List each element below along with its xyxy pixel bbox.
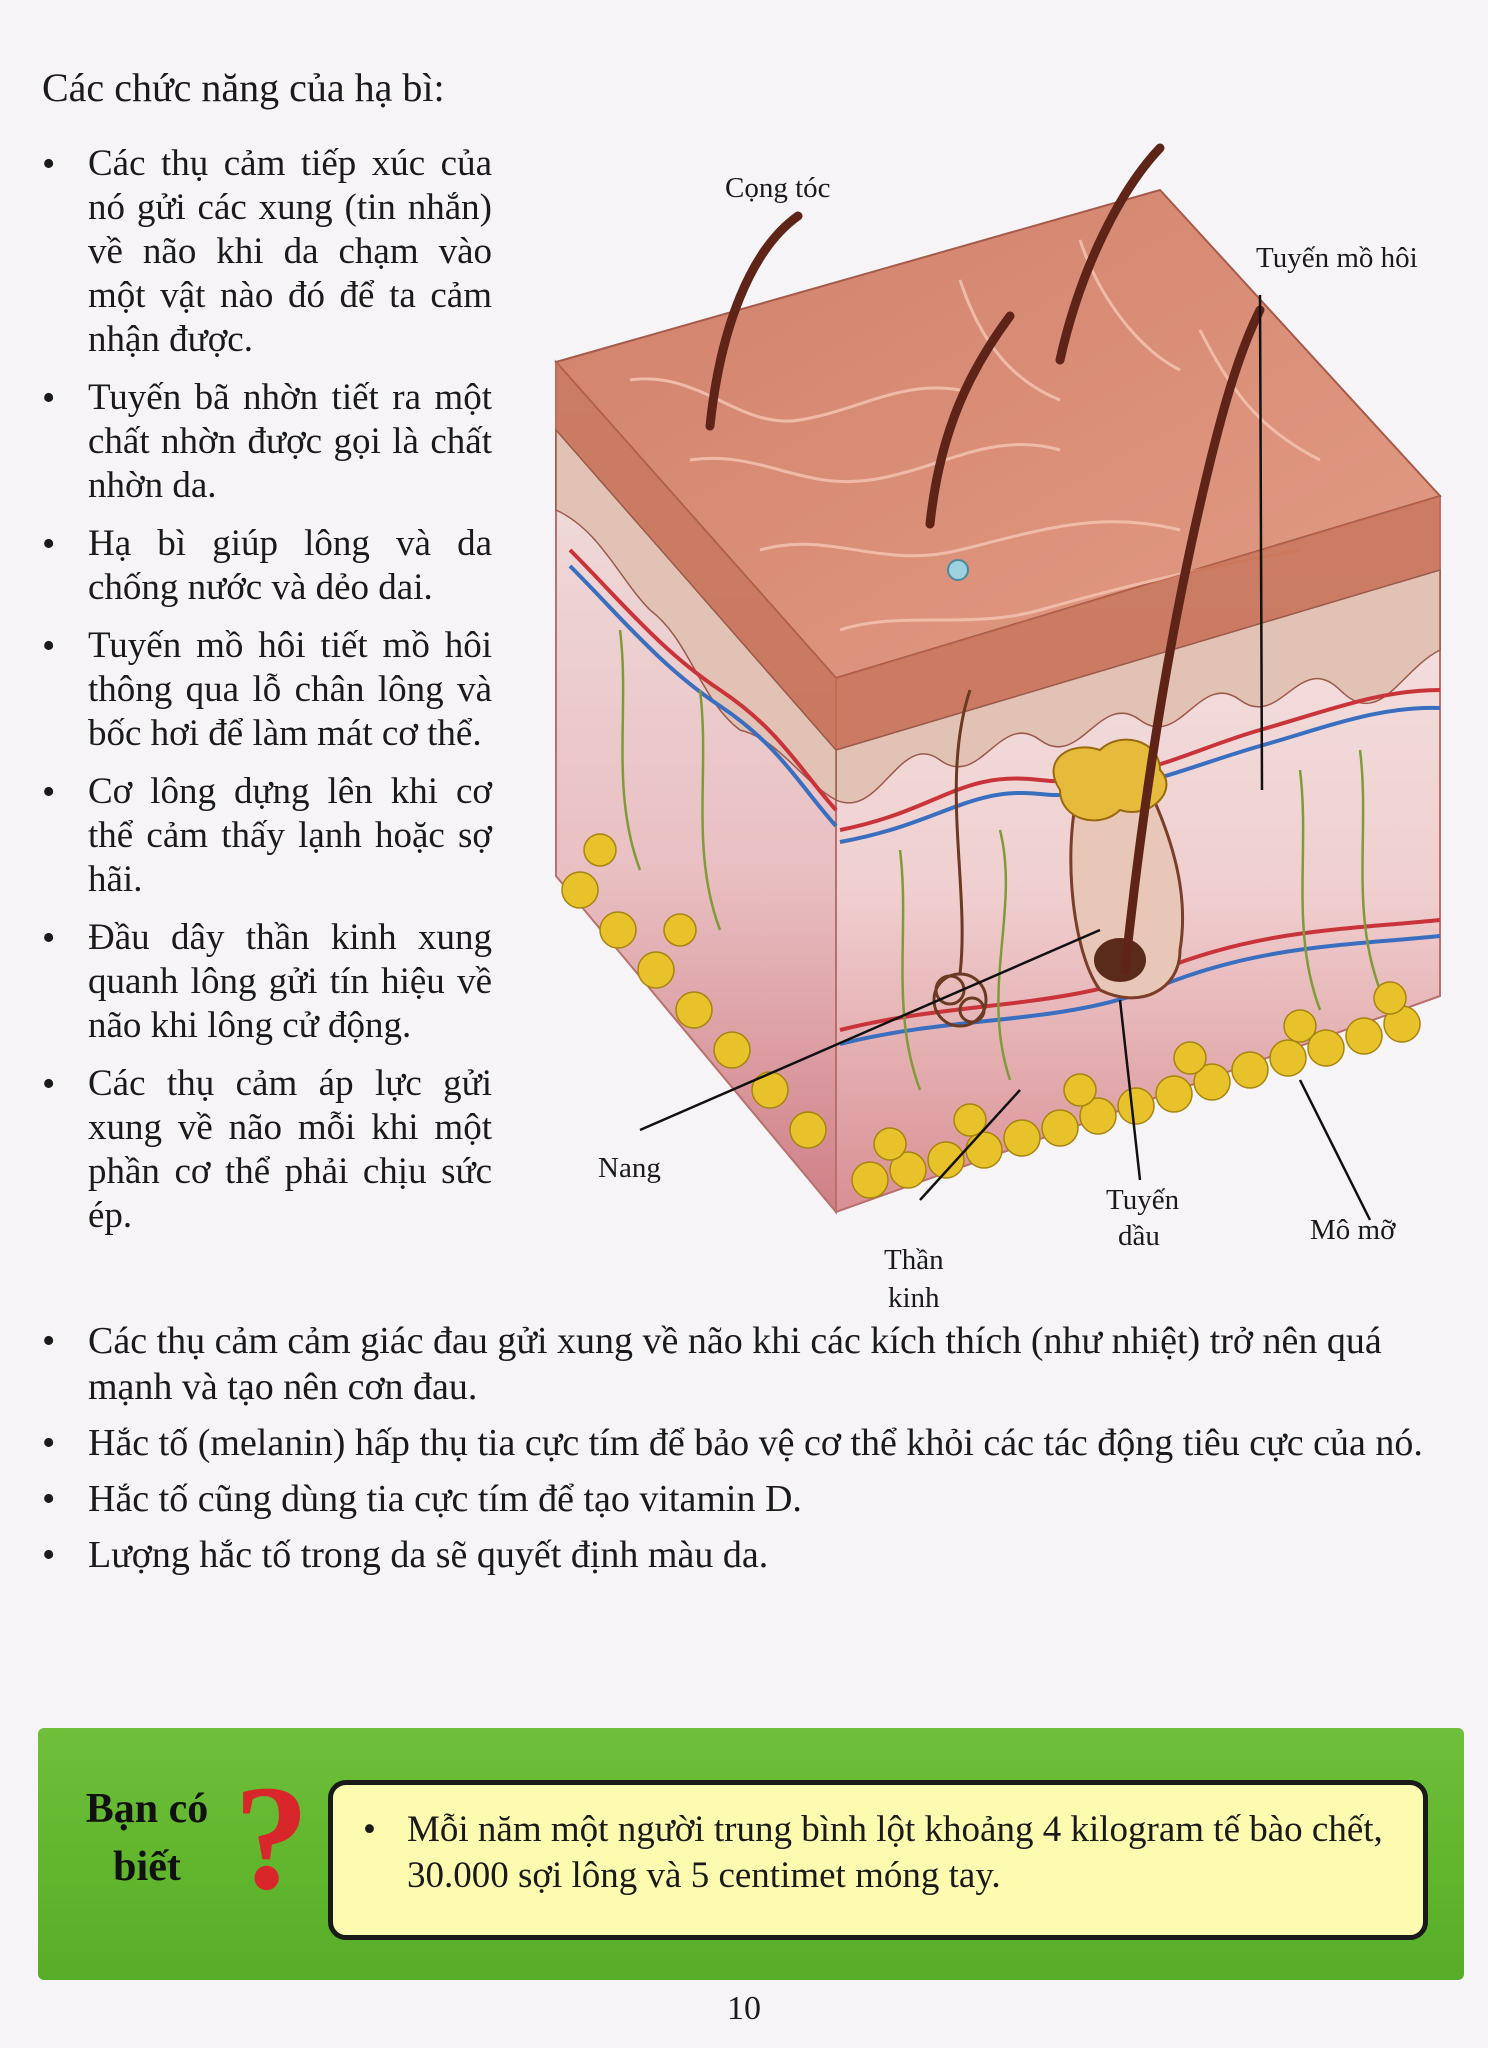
label-fat-tissue: Mô mỡ (1310, 1214, 1396, 1246)
list-item: • Hắc tố cũng dùng tia cực tím để tạo vitamin D. (42, 1476, 1472, 1522)
fact-panel (328, 1780, 1428, 1940)
list-item: • Tuyến bã nhờn tiết ra một chất nhờn được gọi là chất nhờn da. (42, 376, 492, 508)
list-item: • Lượng hắc tố trong da sẽ quyết định màu da. (42, 1532, 1472, 1578)
question-mark-icon: ? (234, 1755, 309, 1921)
list-item: • Các thụ cảm áp lực gửi xung về não mỗi khi một phần cơ thể phải chịu sức ép. (42, 1062, 492, 1238)
did-you-know-box (38, 1728, 1464, 1980)
fact-title-line1: Bạn có (85, 1786, 209, 1832)
section-intro: Các chức năng của hạ bì: (42, 65, 445, 110)
left-bullet-list (42, 142, 492, 1252)
skin-cross-section-figure (540, 130, 1480, 1320)
fact-title-line2: biết (113, 1844, 181, 1890)
list-item: • Đầu dây thần kinh xung quanh lông gửi tín hiệu về não khi lông cử động. (42, 916, 492, 1048)
page-number: 10 (727, 1990, 761, 2027)
skin-diagram (540, 130, 1480, 1320)
bottom-bullet-list (42, 1318, 1472, 1588)
list-item: • Cơ lông dựng lên khi cơ thể cảm thấy lạnh hoặc sợ hãi. (42, 770, 492, 902)
did-you-know-title (62, 1780, 232, 1896)
label-nerve-line2: kinh (888, 1282, 940, 1314)
label-follicle: Nang (598, 1152, 661, 1184)
list-item: • Các thụ cảm cảm giác đau gửi xung về não khi các kích thích (như nhiệt) trở nên quá mạnh và tạo nên cơn đau. (42, 1318, 1472, 1410)
list-item: • Các thụ cảm tiếp xúc của nó gửi các xung (tin nhắn) về não khi da chạm vào một vật nào đó để ta cảm nhận được. (42, 142, 492, 362)
label-nerve-line1: Thần (884, 1244, 944, 1276)
list-item: • Hạ bì giúp lông và da chống nước và dẻo dai. (42, 522, 492, 610)
label-oil-gland-line1: Tuyến (1106, 1184, 1180, 1216)
list-item: • Hắc tố (melanin) hấp thụ tia cực tím để bảo vệ cơ thể khỏi các tác động tiêu cực của nó. (42, 1420, 1472, 1466)
list-item: • Tuyến mồ hôi tiết mồ hôi thông qua lỗ chân lông và bốc hơi để làm mát cơ thể. (42, 624, 492, 756)
label-oil-gland-line2: dầu (1118, 1220, 1160, 1252)
label-sweat-gland: Tuyến mồ hôi (1256, 242, 1418, 274)
fact-item: • Mỗi năm một người trung bình lột khoảng 4 kilogram tế bào chết, 30.000 sợi lông và 5 centimet móng tay. (363, 1807, 1403, 1899)
label-hair-shaft: Cọng tóc (725, 172, 831, 204)
